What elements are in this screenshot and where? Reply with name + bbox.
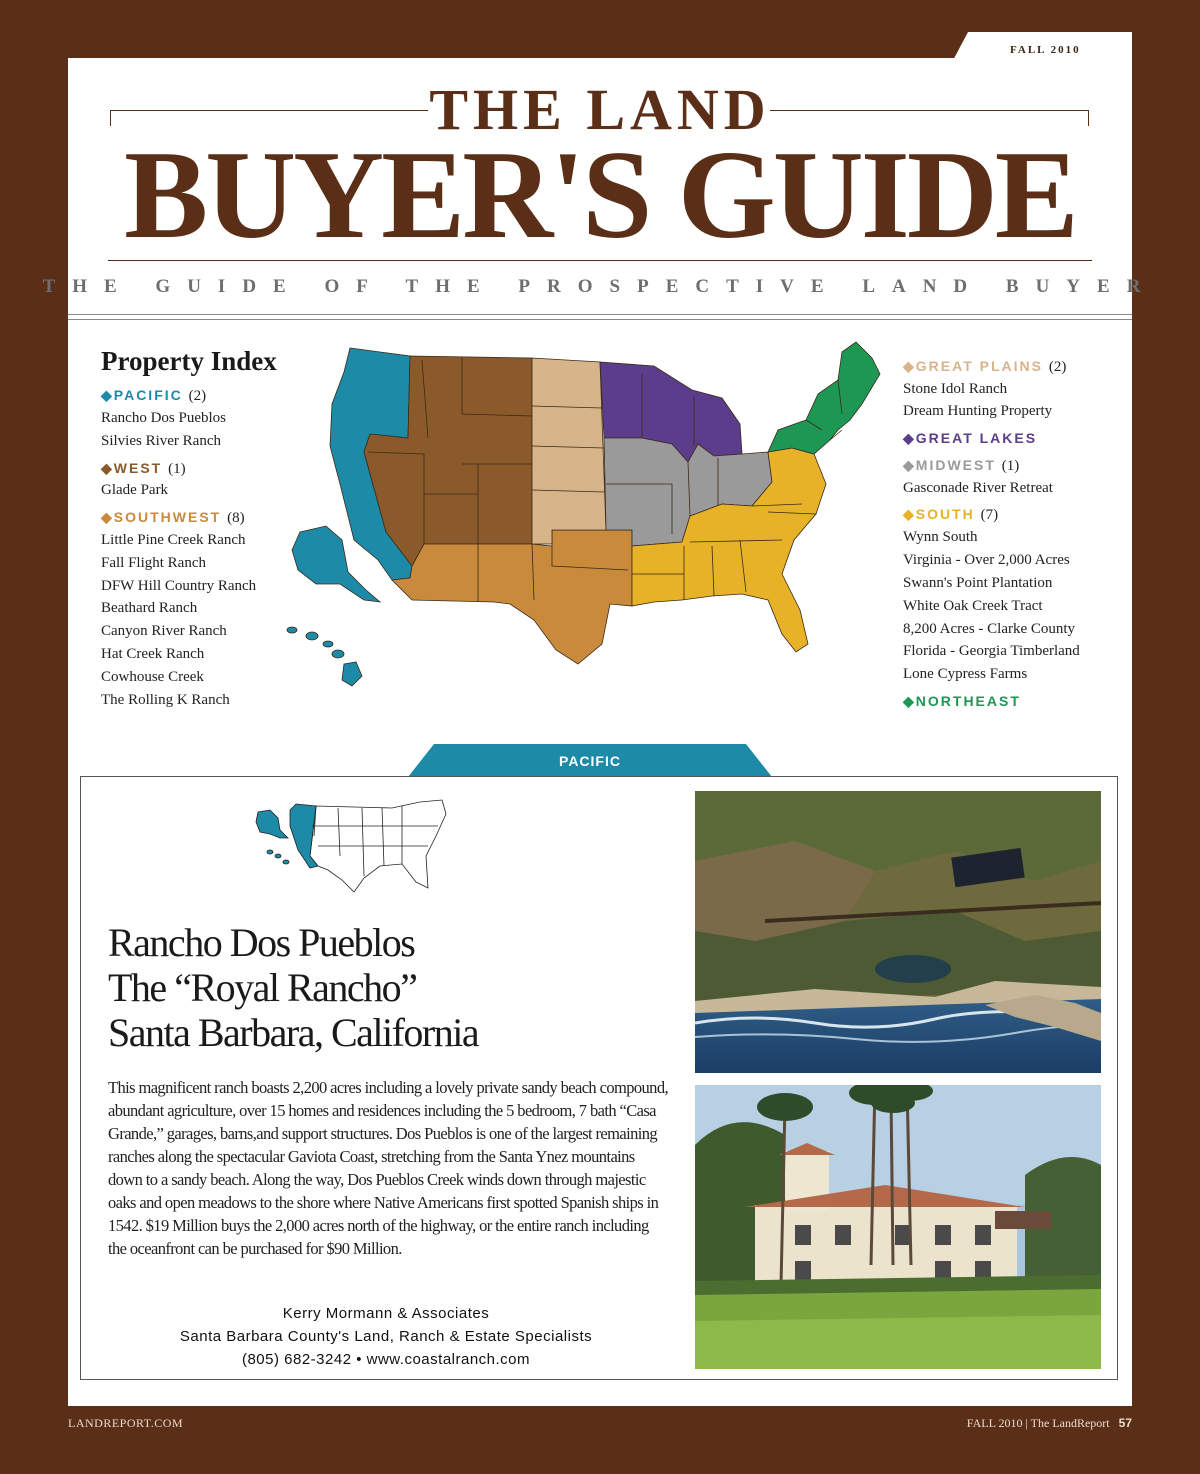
issue-label: FALL 2010 xyxy=(1010,44,1081,56)
diamond-icon: ◆ xyxy=(101,509,114,525)
property-link[interactable]: 8,200 Acres - Clarke County xyxy=(903,621,1076,637)
region-name: GREAT LAKES xyxy=(915,430,1038,446)
diamond-icon: ◆ xyxy=(903,506,916,522)
contact-name: Kerry Mormann & Associates xyxy=(282,1305,490,1322)
diamond-icon: ◆ xyxy=(903,430,916,446)
footer-issue-info: FALL 2010 | The LandReport 57 xyxy=(966,1416,1132,1430)
footer-site[interactable]: LANDREPORT.COM xyxy=(68,1416,184,1430)
property-link[interactable]: Cowhouse Creek xyxy=(101,669,204,685)
region-name: SOUTHWEST xyxy=(113,509,222,525)
section-divider-2 xyxy=(68,319,1132,320)
property-link[interactable]: Rancho Dos Pueblos xyxy=(101,410,226,426)
masthead-tagline: THE GUIDE OF THE PROSPECTIVE LAND BUYER xyxy=(42,276,1158,297)
property-link[interactable]: Virginia - Over 2,000 Acres xyxy=(903,552,1070,568)
region-name: GREAT PLAINS xyxy=(915,358,1043,374)
diamond-icon: ◆ xyxy=(101,387,114,403)
page-number: 57 xyxy=(1118,1416,1132,1430)
region-great-lakes-heading[interactable] xyxy=(903,430,1037,447)
feature-title-line: Santa Barbara, California xyxy=(108,1010,479,1055)
property-link[interactable]: Hat Creek Ranch xyxy=(101,646,205,662)
region-midwest-heading[interactable] xyxy=(903,457,1019,475)
casa-grande-photo xyxy=(695,1085,1101,1369)
diamond-icon: ◆ xyxy=(101,460,114,476)
map-region-northeast[interactable] xyxy=(768,342,880,454)
feature-title xyxy=(108,920,668,1055)
region-great-plains-heading[interactable] xyxy=(903,358,1066,376)
region-count: (2) xyxy=(1048,359,1067,375)
property-link[interactable]: Gasconade River Retreat xyxy=(903,480,1053,496)
property-link[interactable]: Canyon River Ranch xyxy=(101,623,227,639)
feature-description: This magnificent ranch boasts 2,200 acres including a lovely private sandy beach compound, abundant agriculture, over 15 homes and residences including the 5 bedroom, 7 bath “Casa Grande,” garages, barns,and support structures. Dos Pueblos is one of the largest remaining ranches along the spectacular Gaviota Coast, stretching from the Santa Ynez mountains down to a sandy beach. Along the way, Dos Pueblos Creek winds down through majestic oaks and open meadows to the shore where Native Americans first spotted Spanish ships in 1542. $19 Million buys the 2,000 acres north of the highway, or the entire ranch including the oceanfront can be purchased for $90 Million. xyxy=(108,1078,668,1258)
region-name: SOUTH xyxy=(915,506,975,522)
feature-title-line: Rancho Dos Pueblos xyxy=(108,920,415,965)
property-link[interactable]: Silvies River Ranch xyxy=(101,433,221,449)
property-link[interactable]: Florida - Georgia Timberland xyxy=(903,643,1080,659)
property-link[interactable]: DFW Hill Country Ranch xyxy=(101,578,257,594)
feature-title-line: The “Royal Rancho” xyxy=(108,965,417,1010)
section-divider-1 xyxy=(68,314,1132,315)
region-tab-label: PACIFIC xyxy=(559,753,621,769)
map-region-hawaii[interactable] xyxy=(287,627,362,686)
masthead-title-main: BUYER'S GUIDE xyxy=(124,126,1076,265)
region-south-heading[interactable] xyxy=(903,506,998,524)
contact-tagline: Santa Barbara County's Land, Ranch & Estate Specialists xyxy=(179,1328,593,1345)
property-link[interactable]: Dream Hunting Property xyxy=(903,403,1053,419)
region-name: NORTHEAST xyxy=(915,693,1021,709)
property-link[interactable]: White Oak Creek Tract xyxy=(903,598,1043,614)
property-link[interactable]: Swann's Point Plantation xyxy=(903,575,1053,591)
region-count: (2) xyxy=(188,388,207,404)
region-name: MIDWEST xyxy=(915,457,996,473)
diamond-icon: ◆ xyxy=(903,693,916,709)
region-southwest-heading[interactable] xyxy=(101,509,245,527)
property-link[interactable]: Lone Cypress Farms xyxy=(903,666,1028,682)
diamond-icon: ◆ xyxy=(903,358,916,374)
property-link[interactable]: Fall Flight Ranch xyxy=(101,555,206,571)
diamond-icon: ◆ xyxy=(903,457,916,473)
region-northeast-heading[interactable] xyxy=(903,693,1021,710)
masthead-title-top: THE LAND xyxy=(429,77,771,142)
footer-issue: FALL 2010 xyxy=(966,1416,1023,1430)
property-index-title: Property Index xyxy=(101,346,277,376)
property-link[interactable]: Glade Park xyxy=(101,482,169,498)
map-region-great-plains[interactable] xyxy=(532,358,606,544)
map-region-southwest[interactable] xyxy=(392,530,632,664)
us-regions-map[interactable] xyxy=(282,334,892,694)
region-count: (1) xyxy=(1001,458,1020,474)
property-link[interactable]: Beathard Ranch xyxy=(101,600,198,616)
region-count: (7) xyxy=(980,507,999,523)
property-link[interactable]: Little Pine Creek Ranch xyxy=(101,532,246,548)
masthead-underline xyxy=(108,260,1092,261)
region-pacific-heading[interactable] xyxy=(101,387,206,405)
region-count: (8) xyxy=(227,510,245,526)
aerial-ranch-photo xyxy=(695,791,1101,1073)
footer-magazine: The LandReport xyxy=(1030,1416,1110,1430)
region-count: (1) xyxy=(168,461,186,477)
region-name: PACIFIC xyxy=(113,387,183,403)
locator-map xyxy=(252,796,448,900)
region-name: WEST xyxy=(113,460,163,476)
contact-phone-web[interactable]: (805) 682-3242 • www.coastalranch.com xyxy=(241,1351,531,1368)
property-link[interactable]: The Rolling K Ranch xyxy=(101,692,230,708)
property-link[interactable]: Stone Idol Ranch xyxy=(903,381,1008,397)
property-link[interactable]: Wynn South xyxy=(903,529,978,545)
region-west-heading[interactable] xyxy=(101,460,186,478)
